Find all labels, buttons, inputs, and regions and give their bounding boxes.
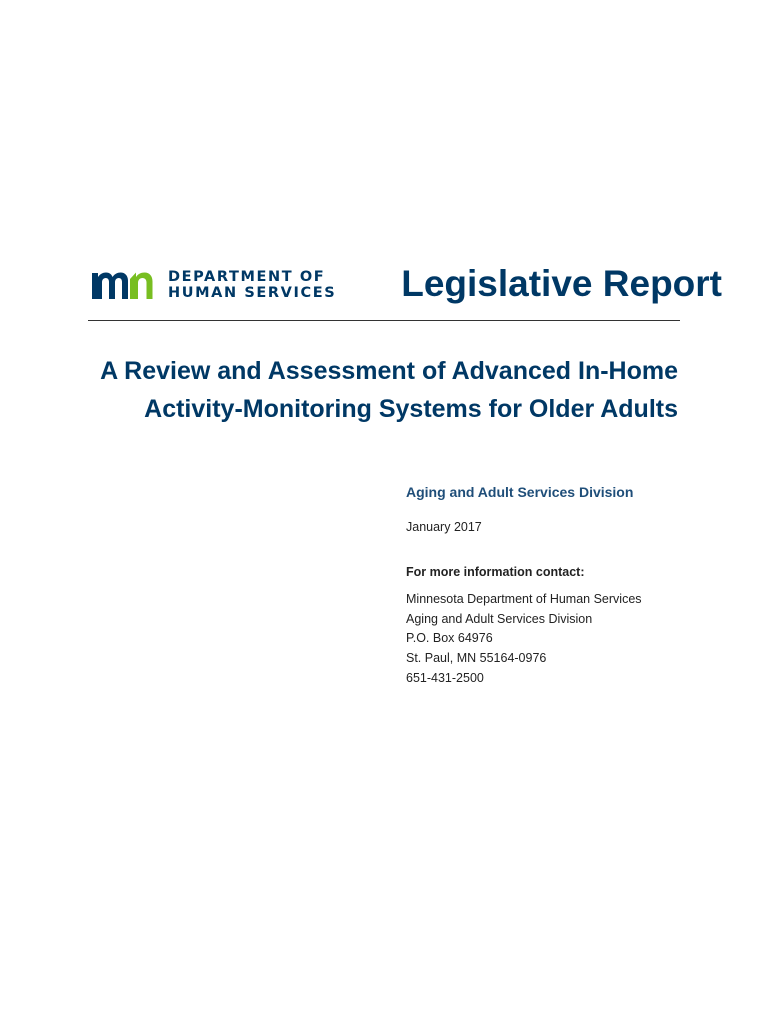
division-name: Aging and Adult Services Division (406, 484, 634, 500)
logo-line-2: HUMAN SERVICES (168, 285, 337, 301)
contact-line: St. Paul, MN 55164-0976 (406, 651, 547, 666)
report-date: January 2017 (406, 520, 482, 534)
report-info (406, 483, 736, 689)
report-type-heading: Legislative Report (401, 263, 722, 304)
logo-line-1: DEPARTMENT OF (168, 269, 326, 285)
document-title: A Review and Assessment of Advanced In-Home Activity-Monitoring Systems for Older Adults (100, 357, 678, 423)
contact-phone: 651-431-2500 (406, 670, 484, 685)
mn-state-logo-icon (90, 269, 160, 301)
logo-wordmark (168, 269, 336, 301)
contact-line: Aging and Adult Services Division (406, 611, 593, 626)
contact-line: Minnesota Department of Human Services (406, 592, 642, 606)
contact-line: P.O. Box 64976 (406, 631, 493, 646)
header-divider (88, 320, 680, 321)
dhs-logo (90, 268, 336, 302)
contact-address (406, 590, 736, 689)
contact-heading: For more information contact: (406, 565, 585, 579)
